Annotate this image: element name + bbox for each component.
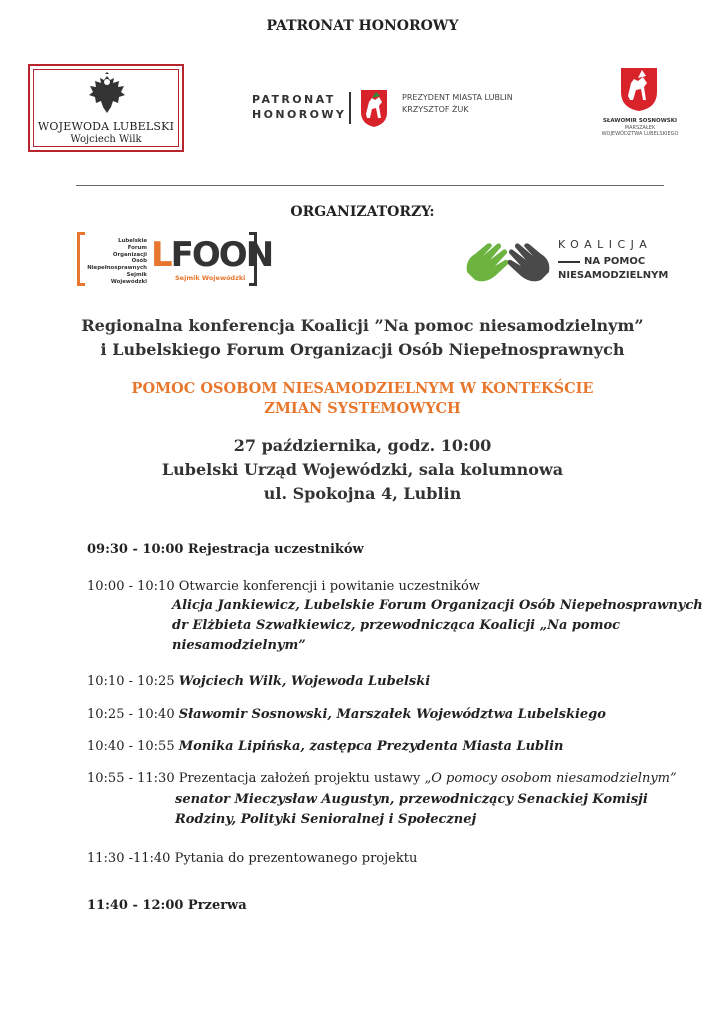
patronat-heading: PATRONAT HONOROWY xyxy=(266,18,459,34)
lfoon-line: Sejmik xyxy=(126,271,147,278)
program-text: Wojciech Wilk, Wojewoda Lubelski xyxy=(178,674,431,689)
patronat-label xyxy=(252,92,346,122)
lfoon-sejmik: Sejmik Wojewódzki xyxy=(175,274,246,282)
event-date: 27 października, godz. 10:00 xyxy=(233,436,492,455)
program-time: 10:25 - 10:40 xyxy=(87,707,179,722)
marszalek-name: SŁAWOMIR SOSNOWSKI xyxy=(602,118,678,124)
marszalek-title: MARSZAŁEK xyxy=(624,125,656,131)
program-item: 11:30 -11:40 Pytania do prezentowanego projektu xyxy=(87,851,418,866)
program-text: Monika Lipińska, zastępca Prezydenta Miasta Lublin xyxy=(178,739,564,754)
prezydent-logo xyxy=(252,88,522,132)
lfoon-line: Organizacji xyxy=(112,251,147,258)
program-time: 10:10 - 10:25 xyxy=(87,674,179,689)
program-item xyxy=(87,707,606,722)
organizatorzy-heading: ORGANIZATORZY: xyxy=(290,204,435,220)
lubelskie-coat-of-arms-icon xyxy=(620,66,658,112)
program-text: Prezentacja założeń projektu ustawy xyxy=(178,771,425,786)
lfoon-line: Niepełnosprawnych xyxy=(87,265,147,272)
program-speaker: senator Mieczysław Augustyn, przewodniczący Senackiej Komisji xyxy=(175,792,648,807)
program-text: Sławomir Sosnowski, Marszałek Województwa Lubelskiego xyxy=(178,707,606,722)
koalicja-logo xyxy=(463,232,673,288)
prezydent-name: KRZYSZTOF ŻUK xyxy=(402,105,469,114)
divider xyxy=(76,185,664,186)
honorowy-word: HONOROWY xyxy=(252,108,347,121)
event-title-line1: Regionalna konferencja Koalicji ”Na pomoc niesamodzielnym” xyxy=(81,316,644,335)
program-text: Otwarcie konferencji i powitanie uczestników xyxy=(178,579,480,594)
wojewoda-title: WOJEWODA LUBELSKI xyxy=(37,120,175,133)
wojewoda-logo xyxy=(28,64,184,152)
program-item: 11:40 - 12:00 Przerwa xyxy=(87,898,247,913)
lfoon-line: Forum xyxy=(127,244,147,251)
program-speaker: niesamodzielnym” xyxy=(172,638,306,653)
event-venue: Lubelski Urząd Wojewódzki, sala kolumnowa xyxy=(161,460,564,479)
program-quote: „O pomocy osobom niesamodzielnym” xyxy=(424,771,677,786)
hands-icon xyxy=(463,234,553,286)
event-address: ul. Spokojna 4, Lublin xyxy=(263,484,462,503)
lfoon-letter-l: L xyxy=(151,235,171,275)
marszalek-region: WOJEWÓDZTWA LUBELSKIEGO xyxy=(601,131,679,137)
program-item xyxy=(87,739,563,754)
event-title-line2: i Lubelskiego Forum Organizacji Osób Niepełnosprawnych xyxy=(100,340,625,359)
koalicja-niesamodzielnym: NIESAMODZIELNYM xyxy=(558,270,669,281)
lfoon-small-text xyxy=(85,238,147,286)
program-item: 09:30 - 10:00 Rejestracja uczestników xyxy=(87,542,364,557)
program-speaker: Rodziny, Polityki Senioralnej i Społecznej xyxy=(175,812,477,827)
prezydent-title: PREZYDENT MIASTA LUBLIN xyxy=(402,93,513,102)
lfoon-line: Wojewódzki xyxy=(110,278,147,285)
lfoon-line: Lubelskie xyxy=(118,238,147,244)
event-subtitle-line2: ZMIAN SYSTEMOWYCH xyxy=(264,400,461,417)
prezydent-text xyxy=(402,92,513,116)
event-subtitle-line1: POMOC OSOBOM NIESAMODZIELNYM W KONTEKŚCIE xyxy=(131,380,594,397)
program-item xyxy=(87,771,677,786)
program-time: 10:55 - 11:30 xyxy=(87,771,179,786)
program-speaker: dr Elżbieta Szwałkiewicz, przewodnicząca Koalicji „Na pomoc xyxy=(172,618,621,633)
program-time: 10:00 - 10:10 xyxy=(87,579,179,594)
marszalek-logo xyxy=(590,66,690,146)
koalicja-word: KOALICJA xyxy=(558,238,653,251)
wojewoda-name: Wojciech Wilk xyxy=(70,134,142,145)
program-speaker: Alicja Jankiewicz, Lubelskie Forum Organizacji Osób Niepełnosprawnych xyxy=(172,598,703,613)
lublin-coat-of-arms-icon xyxy=(360,88,388,128)
program-item xyxy=(87,674,430,689)
patronat-word: PATRONAT xyxy=(252,93,336,106)
koalicja-na-pomoc: NA POMOC xyxy=(584,256,646,267)
lfoon-letters-foon: FOON xyxy=(170,235,273,275)
lfoon-line: Osób xyxy=(131,258,147,265)
program-time: 10:40 - 10:55 xyxy=(87,739,179,754)
lfoon-logo xyxy=(77,230,273,290)
program-item xyxy=(87,579,480,594)
eagle-emblem-icon xyxy=(88,72,126,116)
